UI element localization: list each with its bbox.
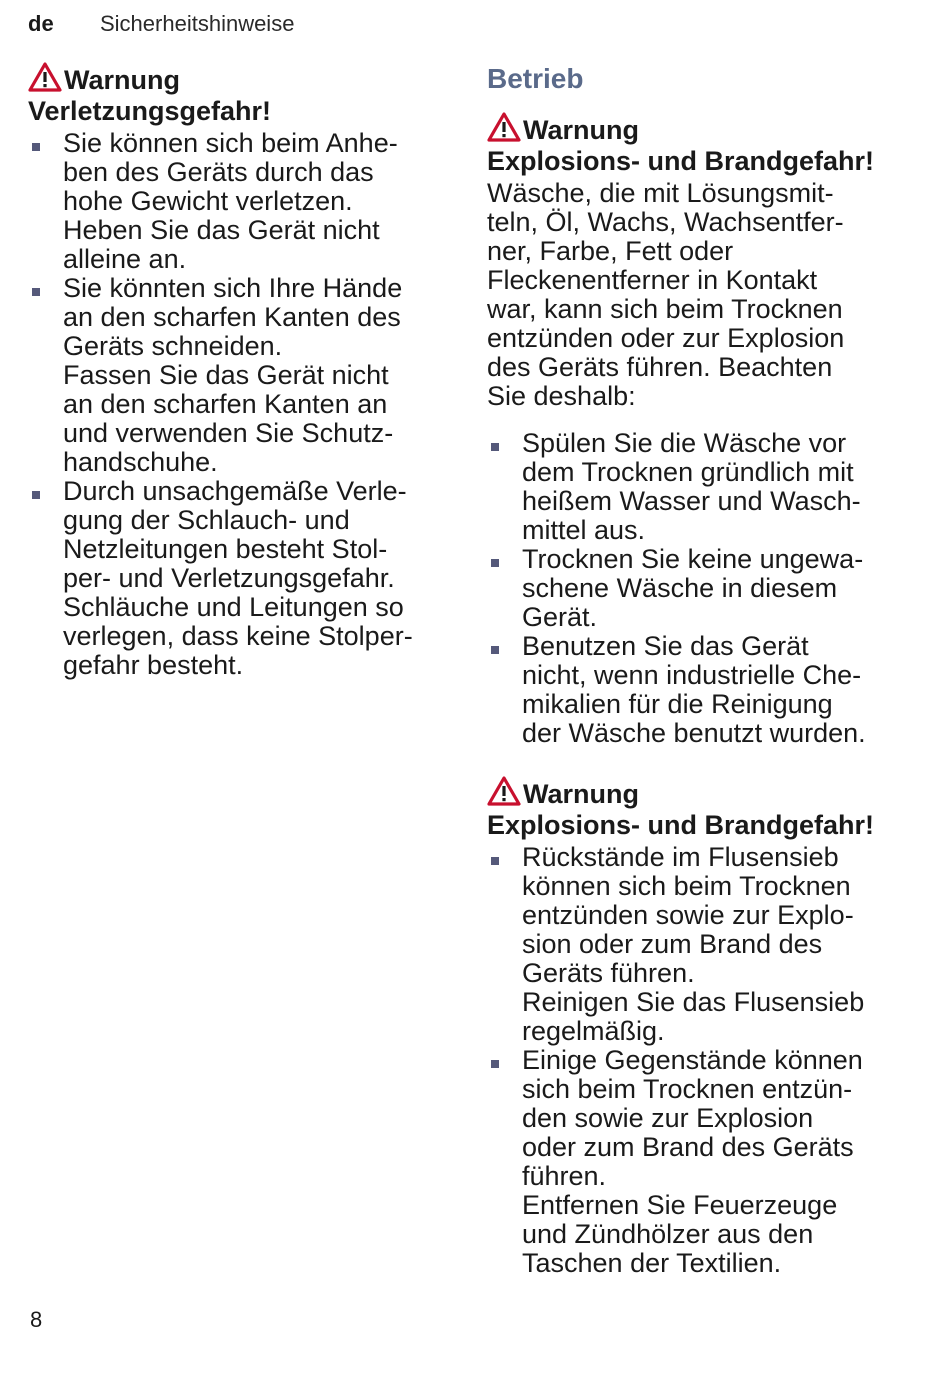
list-item — [487, 545, 917, 632]
text-line: Geräts führen. — [522, 958, 695, 988]
text-line: per- und Verletzungsgefahr. — [63, 563, 395, 593]
text-line: den sowie zur Explosion — [522, 1103, 814, 1133]
text-line: Sie können sich beim Anhe- — [63, 128, 398, 158]
hazard-title: Verletzungsgefahr! — [28, 96, 272, 126]
warning-triangle-icon — [487, 112, 521, 142]
text-line: handschuhe. — [63, 447, 218, 477]
page-number: 8 — [30, 1307, 43, 1332]
language-code: de — [28, 11, 54, 36]
text-line: verlegen, dass keine Stolper- — [63, 621, 413, 651]
safety-list — [28, 129, 448, 680]
bullet-icon — [491, 1060, 499, 1068]
text-line: an den scharfen Kanten des — [63, 302, 401, 332]
list-item — [487, 1046, 917, 1278]
section-title: Sicherheitshinweise — [100, 11, 295, 36]
text-line: Entfernen Sie Feuerzeuge — [522, 1190, 838, 1220]
text-line: oder zum Brand des Geräts — [522, 1132, 854, 1162]
text-line: war, kann sich beim Trocknen — [487, 294, 843, 324]
text-line: heißem Wasser und Wasch- — [522, 486, 861, 516]
list-item — [28, 477, 448, 680]
hazard-title: Explosions- und Brandgefahr! — [487, 810, 875, 840]
hazard-title: Explosions- und Brandgefahr! — [487, 146, 875, 176]
text-line: sich beim Trocknen entzün- — [522, 1074, 853, 1104]
text-line: an den scharfen Kanten an — [63, 389, 388, 419]
text-line: Fleckenentferner in Kontakt — [487, 265, 818, 295]
text-line: Durch unsachgemäße Verle- — [63, 476, 407, 506]
bullet-icon — [491, 857, 499, 865]
text-line: Netzleitungen besteht Stol- — [63, 534, 388, 564]
text-line: gung der Schlauch- und — [63, 505, 350, 535]
text-line: der Wäsche benutzt wurden. — [522, 718, 866, 748]
intro-paragraph — [487, 179, 917, 411]
text-line: Heben Sie das Gerät nicht — [63, 215, 380, 245]
text-line: Gerät. — [522, 602, 598, 632]
text-line: hohe Gewicht verletzen. — [63, 186, 353, 216]
text-line: Taschen der Textilien. — [522, 1248, 782, 1278]
text-line: Benutzen Sie das Gerät — [522, 631, 809, 661]
text-line: Reinigen Sie das Flusensieb — [522, 987, 865, 1017]
text-line: Spülen Sie die Wäsche vor — [522, 428, 847, 458]
text-line: nicht, wenn industrielle Che- — [522, 660, 862, 690]
warning-label: Warnung — [523, 115, 639, 145]
text-line: sion oder zum Brand des — [522, 929, 823, 959]
text-line: alleine an. — [63, 244, 187, 274]
bullet-icon — [32, 143, 40, 151]
text-line: Sie deshalb: — [487, 381, 636, 411]
text-line: mittel aus. — [522, 515, 646, 545]
text-line: gefahr besteht. — [63, 650, 244, 680]
safety-list — [487, 429, 917, 748]
text-line: regelmäßig. — [522, 1016, 665, 1046]
text-line: führen. — [522, 1161, 607, 1191]
text-line: Fassen Sie das Gerät nicht — [63, 360, 389, 390]
text-line: mikalien für die Reinigung — [522, 689, 833, 719]
text-line: ner, Farbe, Fett oder — [487, 236, 734, 266]
text-line: schene Wäsche in diesem — [522, 573, 838, 603]
text-line: Geräts schneiden. — [63, 331, 283, 361]
text-line: entzünden oder zur Explosion — [487, 323, 845, 353]
warning-label: Warnung — [523, 779, 639, 809]
list-item — [28, 129, 448, 274]
safety-list — [487, 843, 917, 1278]
section-heading: Betrieb — [487, 63, 584, 94]
warning-heading — [28, 62, 448, 96]
left-column — [28, 62, 448, 680]
text-line: entzünden sowie zur Explo- — [522, 900, 854, 930]
warning-triangle-icon — [28, 62, 62, 92]
page-header — [28, 10, 294, 38]
bullet-icon — [32, 491, 40, 499]
list-item — [28, 274, 448, 477]
warning-heading — [487, 776, 917, 810]
text-line: ben des Geräts durch das — [63, 157, 374, 187]
text-line: dem Trocknen gründlich mit — [522, 457, 854, 487]
warning-heading — [487, 112, 917, 146]
text-line: und verwenden Sie Schutz- — [63, 418, 394, 448]
bullet-icon — [491, 559, 499, 567]
text-line: und Zündhölzer aus den — [522, 1219, 814, 1249]
right-column — [487, 62, 917, 1278]
text-line: Trocknen Sie keine ungewa- — [522, 544, 864, 574]
bullet-icon — [491, 443, 499, 451]
text-line: Sie könnten sich Ihre Hände — [63, 273, 403, 303]
text-line: des Geräts führen. Beachten — [487, 352, 833, 382]
text-line: teln, Öl, Wachs, Wachsentfer- — [487, 207, 844, 237]
warning-label: Warnung — [64, 65, 180, 95]
list-item — [487, 843, 917, 1046]
list-item — [487, 632, 917, 748]
bullet-icon — [491, 646, 499, 654]
warning-triangle-icon — [487, 776, 521, 806]
list-item — [487, 429, 917, 545]
text-line: Wäsche, die mit Lösungsmit- — [487, 178, 834, 208]
text-line: können sich beim Trocknen — [522, 871, 851, 901]
text-line: Rückstände im Flusensieb — [522, 842, 839, 872]
text-line: Einige Gegenstände können — [522, 1045, 863, 1075]
bullet-icon — [32, 288, 40, 296]
text-line: Schläuche und Leitungen so — [63, 592, 404, 622]
